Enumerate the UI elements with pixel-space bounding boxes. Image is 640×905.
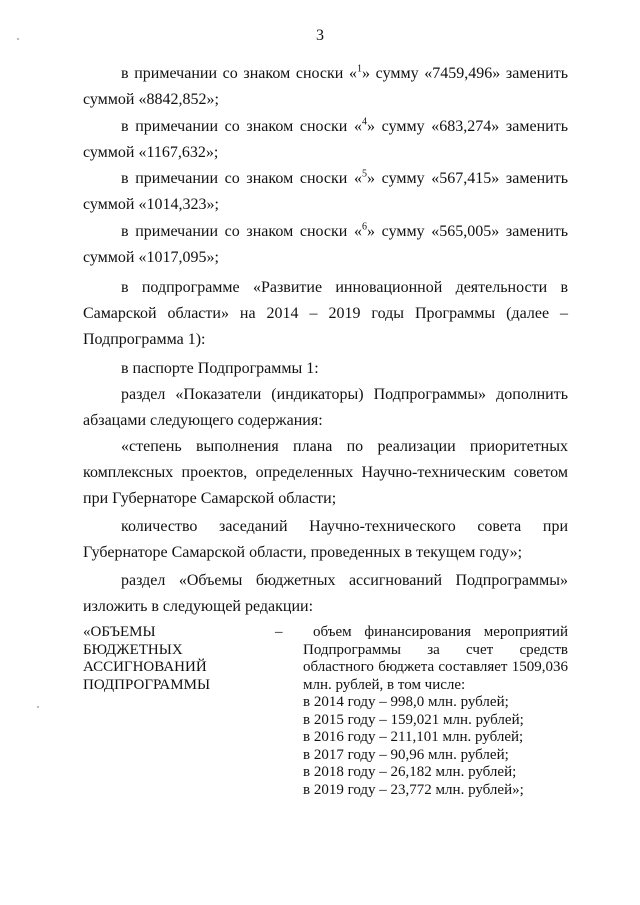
budget-content [303,624,568,799]
paragraph-text: » сумму «565,005» заменить суммой «1017,095»; [83,223,568,266]
paragraph-text: раздел «Показатели (индикаторы) Подпрограммы» дополнить абзацами следующего содержания: [83,386,568,429]
page-number: 3 [316,27,324,44]
scan-speck [17,38,19,40]
footnote-mark: 5 [362,168,368,180]
paragraph-text: в примечании со знаком сноски « [121,118,363,135]
budget-year-line: в 2017 году – 90,96 млн. рублей; [303,746,509,763]
paragraph-passport [83,356,568,382]
paragraph-text: в примечании со знаком сноски « [121,65,358,82]
paragraph-text: в подпрограмме «Развитие инновационной деятельности в Самарской области» на 2014 – 2019 годы Программы (далее – Подпрограмма 1): [83,279,568,348]
budget-intro: объем финансирования мероприятий Подпрограммы за счет средств областного бюджета составляет 1509,036 млн. рублей, в том числе: [303,624,568,693]
scan-speck [37,706,39,708]
budget-year-line: в 2019 году – 23,772 млн. рублей»; [303,781,524,798]
paragraph-text: количество заседаний Научно-технического совета при Губернаторе Самарской области, проведенных в текущем году»; [83,518,568,561]
budget-label-line: «ОБЪЕМЫ [83,624,156,640]
budget-year-line: в 2014 году – 998,0 млн. рублей; [303,694,509,710]
budget-dash: – [275,624,283,640]
paragraph-text: раздел «Объемы бюджетных ассигнований Подпрограммы» изложить в следующей редакции: [83,572,568,615]
paragraph-text: » сумму «7459,496» заменить суммой «8842,852»; [83,65,568,108]
footnote-mark: 4 [362,116,368,128]
paragraph-indicators [83,382,568,434]
paragraph-plan-execution [83,434,568,512]
paragraph-text: » сумму «567,415» заменить суммой «1014,323»; [83,170,568,213]
paragraph-footnote-4 [83,114,568,166]
paragraph-footnote-5 [83,166,568,218]
paragraph-council-meetings [83,514,568,566]
paragraph-text: » сумму «683,274» заменить суммой «1167,632»; [83,118,568,161]
paragraph-text: в примечании со знаком сноски « [121,223,363,240]
paragraph-footnote-6 [83,219,568,271]
budget-label-line: БЮДЖЕТНЫХ [83,641,183,658]
budget-label-line: АССИГНОВАНИЙ [83,659,207,675]
budget-year-line: в 2015 году – 159,021 млн. рублей; [303,711,524,728]
paragraph-subprogram [83,275,568,353]
budget-label [83,624,273,694]
paragraph-text: в примечании со знаком сноски « [121,170,363,187]
paragraph-footnote-1 [83,61,568,113]
paragraph-text: «степень выполнения плана по реализации приоритетных комплексных проектов, определенных Научно-техническим советом при Губернаторе Самарской области; [83,438,568,507]
footnote-mark: 6 [362,221,368,233]
footnote-mark: 1 [357,63,363,75]
budget-label-line: ПОДПРОГРАММЫ [83,676,211,693]
paragraph-text: в паспорте Подпрограммы 1: [121,360,319,377]
budget-year-line: в 2018 году – 26,182 млн. рублей; [303,764,517,780]
paragraph-budget-section [83,568,568,620]
budget-year-line: в 2016 году – 211,101 млн. рублей; [303,729,524,745]
